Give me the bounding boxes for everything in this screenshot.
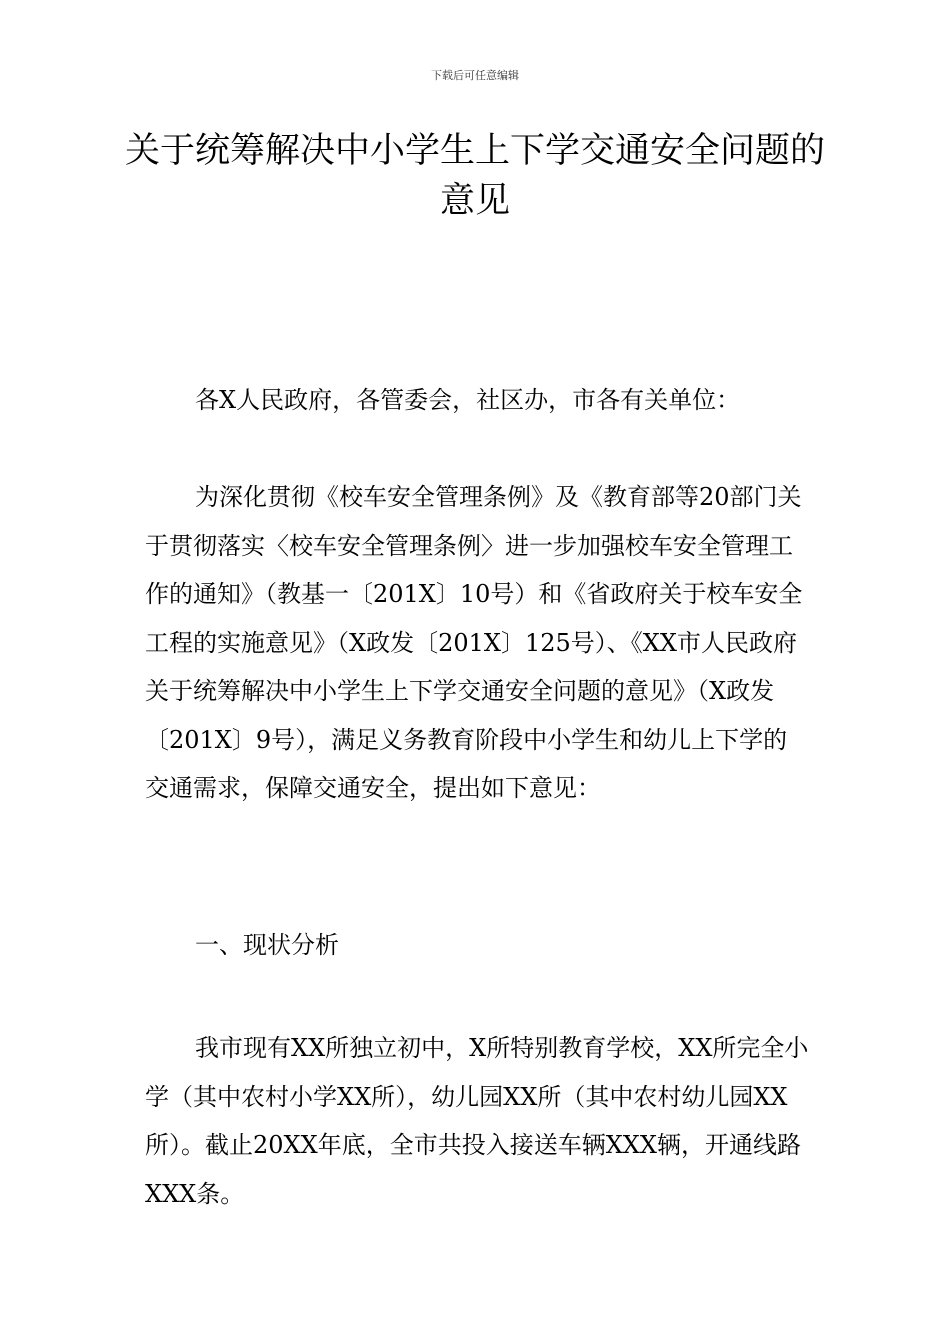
section-heading: 一、现状分析: [195, 931, 339, 959]
body-paragraph: 我市现有XX所独立初中，X所特别教育学校，XX所完全小学（其中农村小学XX所），幼儿园XX所（其中农村幼儿园XX所）。截止20XX年底，全市共投入接送车辆XXX辆，开通线路XXX条。: [145, 1034, 809, 1208]
salutation: 各X人民政府，各管委会，社区办，市各有关单位：: [195, 386, 741, 414]
header-note: 下载后可任意编辑: [431, 69, 519, 82]
document-title: 关于统筹解决中小学生上下学交通安全问题的意见: [124, 131, 825, 221]
body-paragraph: 为深化贯彻《校车安全管理条例》及《教育部等20部门关于贯彻落实〈校车安全管理条例〉进一步加强校车安全管理工作的通知》（教基一〔201X〕10号）和《省政府关于校车安全工程的实施意见》（X政发〔201X〕125号）、《XX市人民政府关于统筹解决中小学生上下学交通安全问题的意见》（X政发〔201X〕9号），满足义务教育阶段中小学生和幼儿上下学的交通需求，保障交通安全，提出如下意见：: [145, 483, 803, 802]
